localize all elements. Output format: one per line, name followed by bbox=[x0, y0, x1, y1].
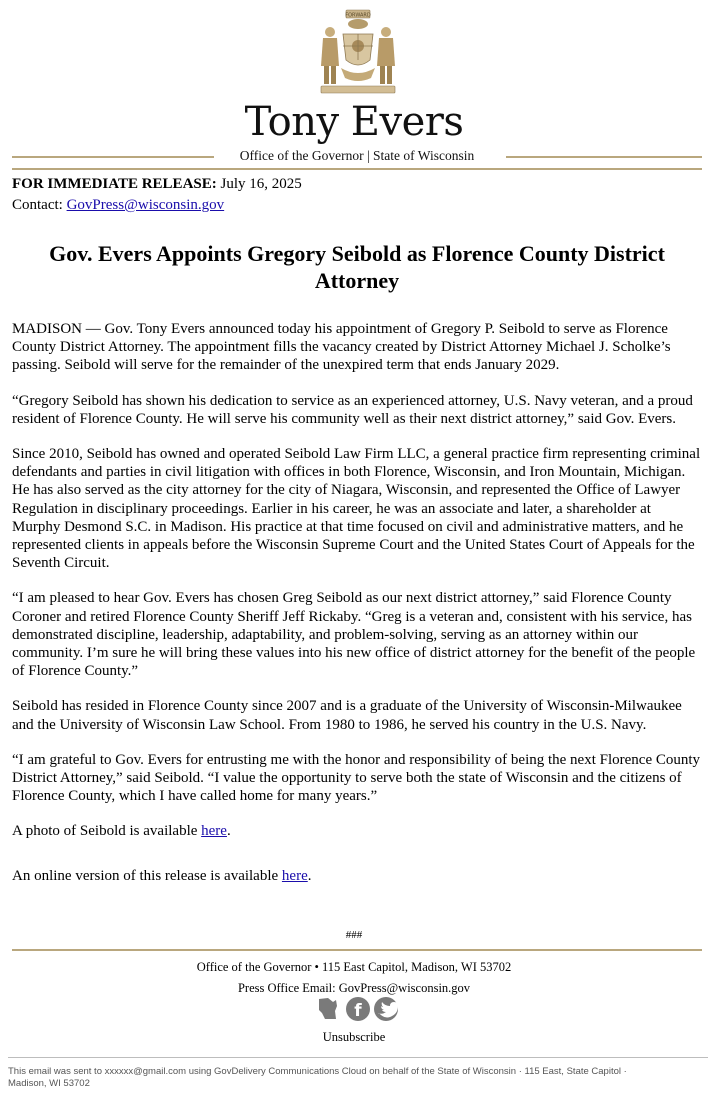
paragraph: MADISON — Gov. Tony Evers announced today his appointment of Gregory P. Seibold to serve as Florence County District Attorney. The appointment fills the vacancy created by District Attorney Michael J. Scholke’s passing. Seibold will serve for the remainder of the unexpired term that ends January 2029. bbox=[12, 321, 671, 374]
press-release-headline: Gov. Evers Appoints Gregory Seibold as Florence County District Attorney bbox=[49, 241, 665, 293]
paragraph: Seibold has resided in Florence County since 2007 and is a graduate of the University of Wisconsin-Milwaukee and the University of Wisconsin Law School. From 1980 to 1986, he served his country in the U.S. Navy. bbox=[12, 698, 682, 733]
release-label: FOR IMMEDIATE RELEASE: bbox=[12, 176, 217, 192]
header-divider bbox=[12, 168, 702, 170]
photo-line bbox=[12, 822, 702, 840]
wisconsin-seal-icon bbox=[313, 8, 403, 96]
online-line-end: . bbox=[307, 867, 312, 884]
paragraph: “I am pleased to hear Gov. Evers has chosen Greg Seibold as our next district attorney,” said Florence County Coroner and retired Florence County Sheriff Jeff Rickaby. “Greg is a veteran and, consistent with his service, has demonstrated discipline, leadership, adaptability, and problem-solving, serving as an attorney within our community. I’m sure he will bring these values into his new office of district attorney for the benefit of the people of Florence County.” bbox=[12, 590, 696, 680]
contact-line bbox=[12, 195, 702, 216]
release-meta bbox=[12, 174, 702, 216]
paragraph: Since 2010, Seibold has owned and operated Seibold Law Firm LLC, a general practice firm representing criminal defendants and parties in civil litigation with offices in both Florence, Wisconsin, and Iron Mountain, Michigan. He has also served as the city attorney for the city of Niagara, Wisconsin, and represented the Office of Lawyer Regulation in disciplinary proceedings. Earlier in his career, he was an associate and later, a shareholder at Murphy Desmond S.C. in Madison. His practice at that time focused on civil and administrative matters, and he represented clients in appeals before the Wisconsin Supreme Court and the United States Court of Appeals for the Seventh Circuit. bbox=[12, 446, 701, 572]
release-date: July 16, 2025 bbox=[220, 176, 302, 192]
footer-address: Office of the Governor • 115 East Capitol, Madison, WI 53702 bbox=[196, 960, 512, 974]
online-version-line bbox=[12, 867, 702, 885]
delivery-disclaimer: This email was sent to xxxxxx@gmail.com using GovDelivery Communications Cloud on behalf of the State of Wisconsin · 115 East, State Capitol · Madison, WI 53702 bbox=[8, 1066, 627, 1089]
office-title: Office of the Governor | State of Wisconsin bbox=[239, 148, 475, 163]
photo-line-text: A photo of Seibold is available bbox=[12, 823, 202, 840]
end-mark: ### bbox=[345, 929, 363, 941]
release-date-line bbox=[12, 174, 702, 195]
footer-email: Press Office Email: GovPress@wisconsin.gov bbox=[237, 981, 471, 995]
contact-email-link[interactable]: GovPress@wisconsin.gov bbox=[66, 197, 225, 213]
online-line-text: An online version of this release is available bbox=[12, 867, 282, 884]
wisconsin-icon[interactable] bbox=[319, 998, 337, 1019]
seal-motto: FORWARD bbox=[345, 12, 371, 19]
photo-link[interactable]: here bbox=[201, 823, 227, 840]
online-version-link[interactable]: here bbox=[281, 867, 308, 884]
paragraph: “Gregory Seibold has shown his dedication to service as an experienced attorney, U.S. Navy veteran, and a proud resident of Florence County. He will serve his community well as their next district attorney,” said Gov. Evers. bbox=[12, 392, 693, 427]
disclaimer-divider bbox=[8, 1057, 708, 1058]
unsubscribe-link[interactable]: Unsubscribe bbox=[322, 1030, 386, 1044]
gold-rule-right bbox=[506, 156, 702, 158]
office-title-row bbox=[12, 147, 702, 165]
contact-label: Contact: bbox=[12, 197, 63, 213]
social-icons bbox=[316, 996, 400, 1022]
svg-text:f: f bbox=[354, 1001, 362, 1021]
photo-line-end: . bbox=[226, 823, 231, 840]
footer-divider bbox=[12, 949, 702, 951]
facebook-icon[interactable] bbox=[346, 997, 370, 1021]
footer bbox=[0, 957, 708, 999]
release-body bbox=[12, 320, 702, 902]
governor-name-logo: Tony Evers bbox=[244, 99, 464, 145]
paragraph: “I am grateful to Gov. Evers for entrusting me with the honor and responsibility of being the next Florence County District Attorney,” said Seibold. “I value the opportunity to serve both the state of Wisconsin and the citizens of Florence County, which I have called home for many years.” bbox=[12, 751, 701, 805]
twitter-icon[interactable] bbox=[374, 997, 400, 1021]
